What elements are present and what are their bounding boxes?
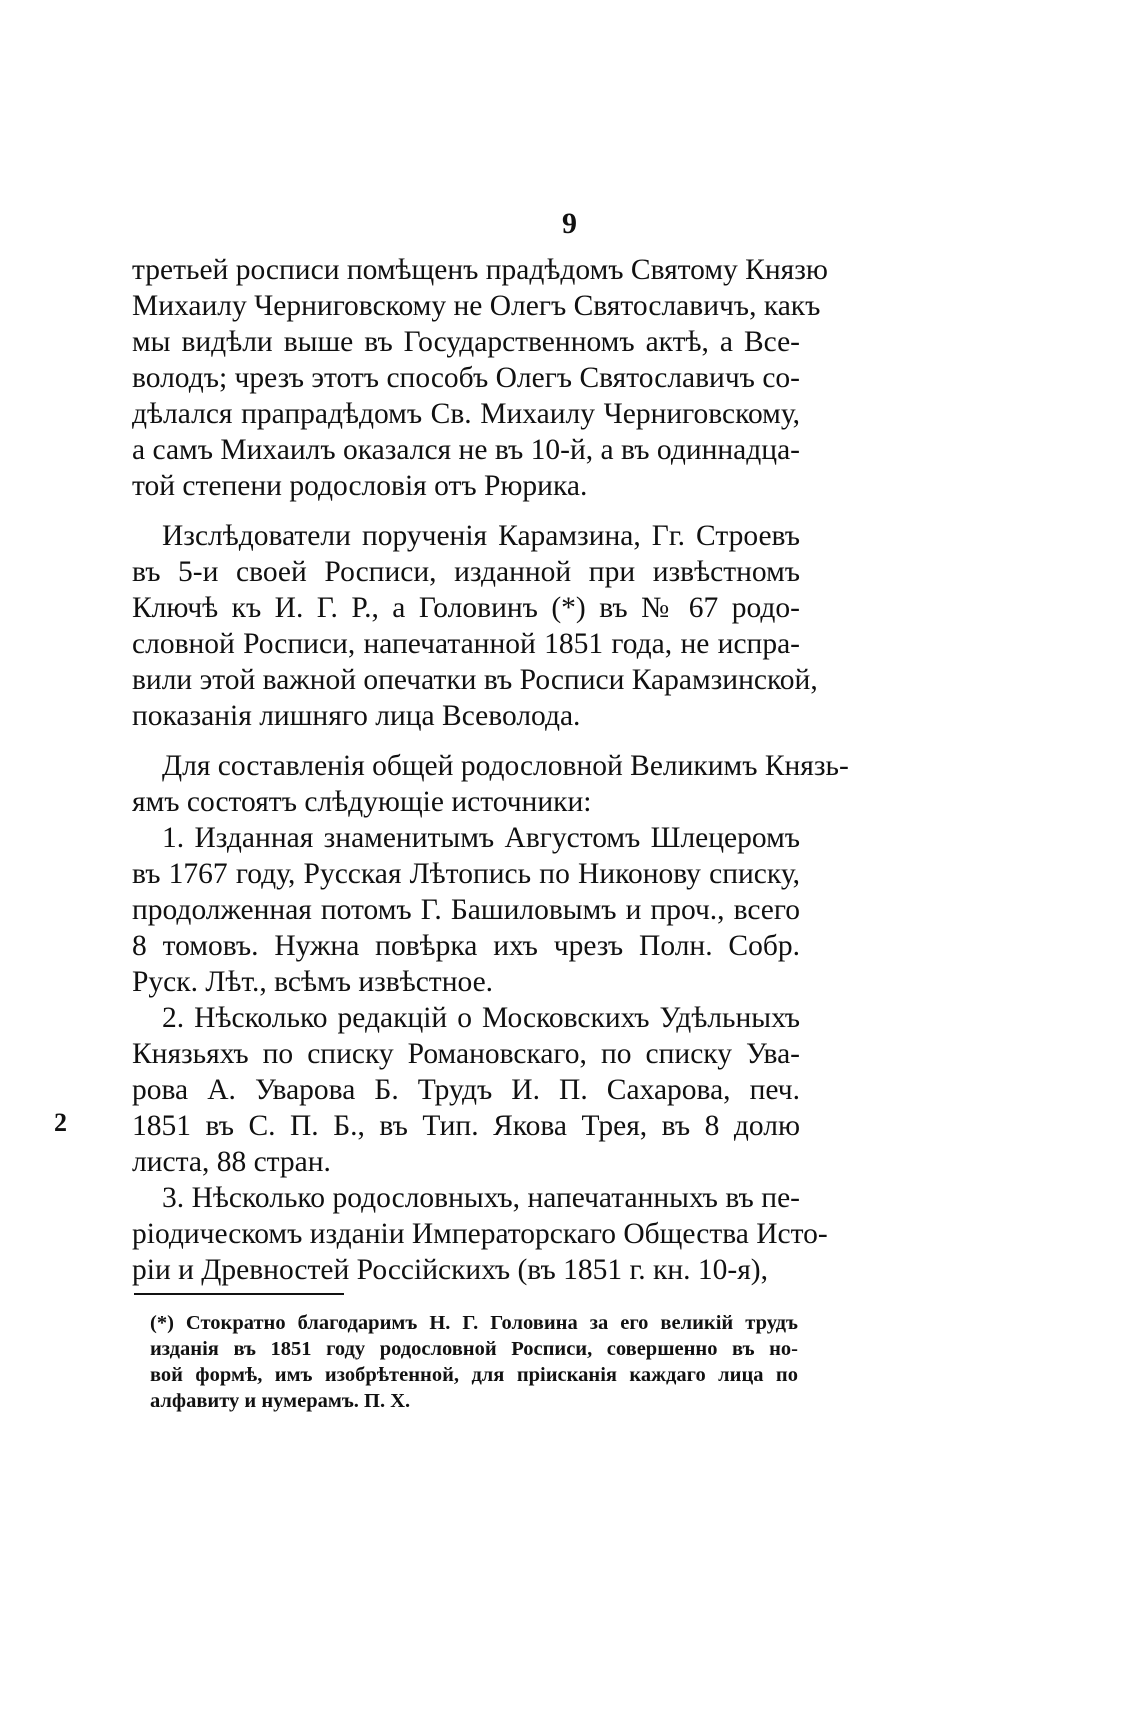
footnote-line: вой формѣ, имъ изобрѣтенной, для пріисканія каждаго лица по	[150, 1364, 798, 1386]
text-line: 1. Изданная знаменитымъ Августомъ Шлецеромъ	[162, 822, 800, 854]
paragraph-gap	[132, 734, 800, 748]
footnote-divider	[134, 1293, 344, 1295]
text-line: показанія лишняго лица Всеволода.	[132, 700, 581, 732]
text-line: третьей росписи помѣщенъ прадѣдомъ Святому Князю	[132, 254, 828, 286]
text-line: словной Росписи, напечатанной 1851 года, не испра-	[132, 628, 800, 660]
text-line: ріодическомъ изданіи Императорскаго Общества Исто-	[132, 1218, 828, 1250]
text-line: Руск. Лѣт., всѣмъ извѣстное.	[132, 966, 494, 998]
footnote-line: изданія въ 1851 году родословной Росписи, совершенно въ но-	[150, 1338, 798, 1360]
text-line: Изслѣдователи порученія Карамзина, Гг. Строевъ	[162, 520, 800, 552]
text-line: вили этой важной опечатки въ Росписи Карамзинской,	[132, 664, 818, 696]
text-line: Ключѣ къ И. Г. Р., а Головинъ (*) въ № 67 родо-	[132, 592, 800, 624]
text-line: а самъ Михаилъ оказался не въ 10-й, а въ одиннадца-	[132, 434, 800, 466]
text-line: продолженная потомъ Г. Башиловымъ и проч., всего	[132, 894, 800, 926]
text-line: Михаилу Черниговскому не Олегъ Святославичъ, какъ	[132, 290, 821, 322]
footnote-line: алфавиту и нумерамъ. П. Х.	[150, 1390, 411, 1412]
text-line: листа, 88 стран.	[132, 1146, 331, 1178]
margin-mark: 2	[54, 1108, 67, 1137]
text-line: Князьяхъ по списку Романовскаго, по списку Ува-	[132, 1038, 800, 1070]
text-line: той степени родословія отъ Рюрика.	[132, 470, 588, 502]
text-line: рова А. Уварова Б. Трудъ И. П. Сахарова, печ.	[132, 1074, 800, 1106]
text-line: ріи и Древностей Россійскихъ (въ 1851 г. кн. 10-я),	[132, 1254, 768, 1286]
body-text	[132, 252, 849, 1288]
text-line: дѣлался прапрадѣдомъ Св. Михаилу Черниговскому,	[132, 398, 800, 430]
text-line: 8 томовъ. Нужна повѣрка ихъ чрезъ Полн. Собр.	[132, 930, 800, 962]
text-line: Для составленія общей родословной Великимъ Князь-	[162, 750, 849, 782]
text-line: мы видѣли выше въ Государственномъ актѣ, а Все-	[132, 326, 800, 358]
text-line: ямъ состоятъ слѣдующіе источники:	[132, 786, 592, 818]
text-line: 1851 въ С. П. Б., въ Тип. Якова Трея, въ 8 долю	[132, 1110, 800, 1142]
page-number: 9	[562, 207, 578, 240]
text-line: въ 1767 году, Русская Лѣтопись по Никонову списку,	[132, 858, 800, 890]
footnote	[150, 1310, 798, 1414]
text-line: 3. Нѣсколько родословныхъ, напечатанныхъ въ пе-	[162, 1182, 800, 1214]
paragraph-gap	[132, 504, 800, 518]
text-line: 2. Нѣсколько редакцій о Московскихъ Удѣльныхъ	[162, 1002, 800, 1034]
text-line: въ 5-и своей Росписи, изданной при извѣстномъ	[132, 556, 800, 588]
footnote-line: (*) Стократно благодаримъ Н. Г. Головина за его великій трудъ	[150, 1312, 798, 1334]
text-line: володъ; чрезъ этотъ способъ Олегъ Святославичъ со-	[132, 362, 800, 394]
